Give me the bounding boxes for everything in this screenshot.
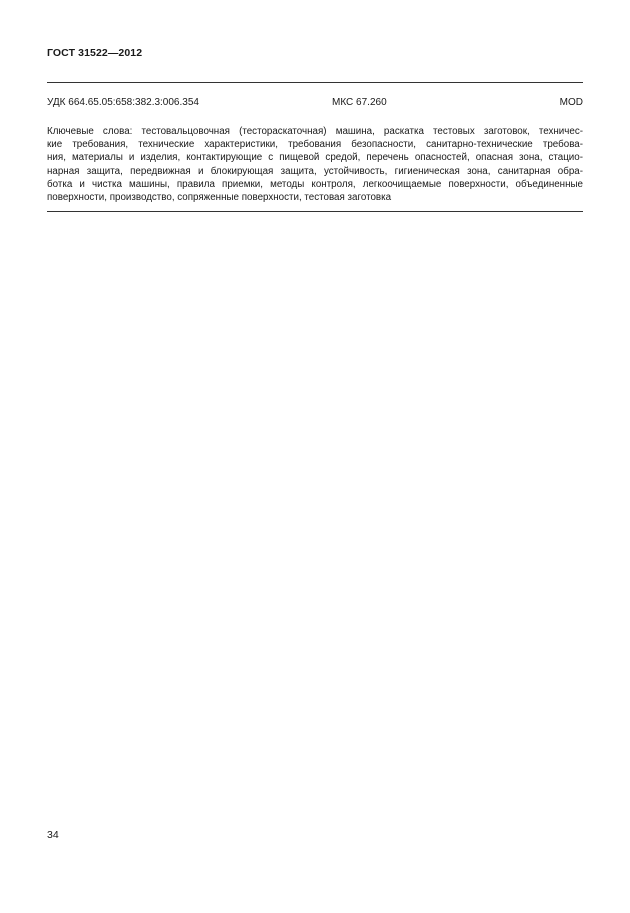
keywords-line: поверхности, производство, сопряженные поверхности, тестовая заготовка [47,191,392,203]
keywords-line: кие требования, технические характеристики, требования безопасности, санитарно-технические требова- [47,139,583,151]
keywords-line: Ключевые слова: тестовальцовочная (тестораскаточная) машина, раскатка тестовых заготовок, техничес- [47,126,583,137]
top-divider [47,82,583,83]
document-header: ГОСТ 31522—2012 [47,47,143,59]
modification-mark: MOD [559,97,583,108]
keywords-line: ботка и чистка машины, правила приемки, методы контроля, легкоочищаемые поверхности, объединенные [47,178,583,190]
bottom-divider [47,211,583,212]
udc-code: УДК 664.65.05:658:382.3:006.354 [47,97,199,108]
keywords-paragraph [47,125,583,204]
keywords-line: нарная защита, передвижная и блокирующая защита, устойчивость, гигиеническая зона, санитарная обра- [47,165,583,177]
classification-row [47,97,583,111]
mks-code: МКС 67.260 [332,97,387,108]
page-number: 34 [47,829,59,841]
keywords-line: ния, материалы и изделия, контактирующие с пищевой средой, перечень опасностей, опасная зона, стацио- [47,152,583,164]
